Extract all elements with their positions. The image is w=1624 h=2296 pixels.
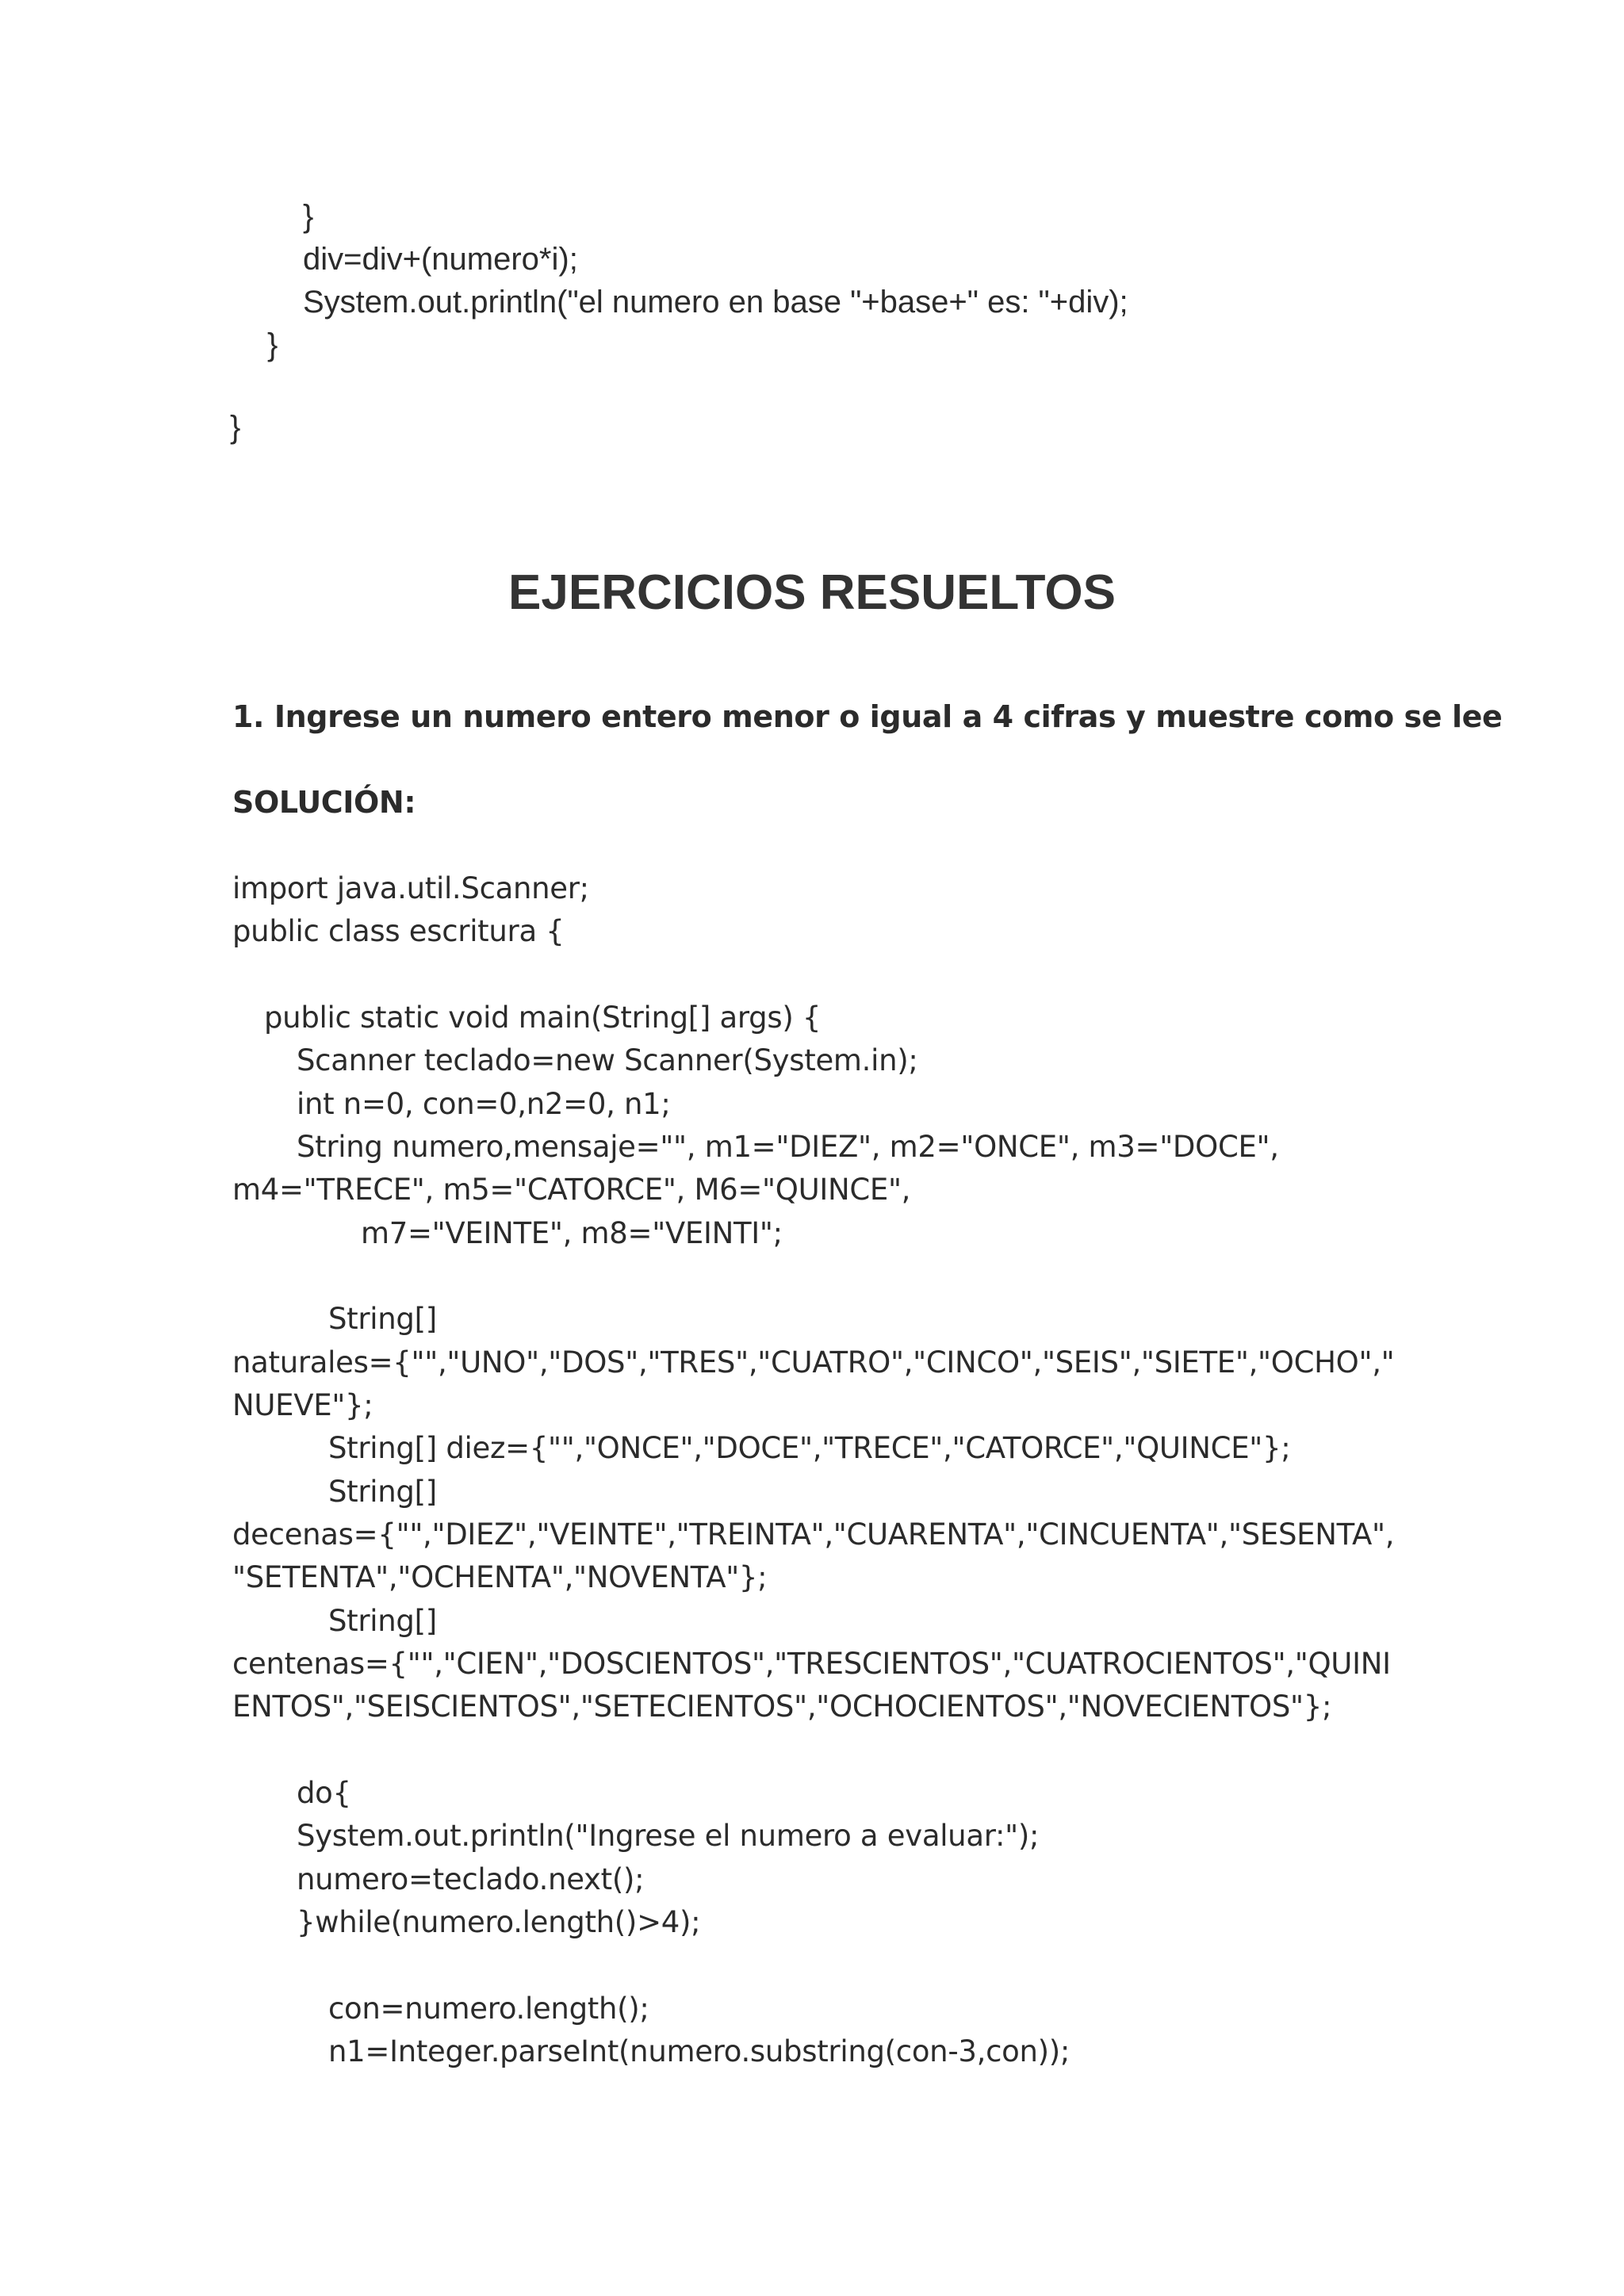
code-line: Scanner teclado=new Scanner(System.in);: [297, 1043, 918, 1077]
code-line: naturales={"","UNO","DOS","TRES","CUATRO","CINCO","SEIS","SIETE","OCHO",": [232, 1345, 1395, 1380]
code-line: int n=0, con=0,n2=0, n1;: [297, 1087, 671, 1121]
code-line: decenas={"","DIEZ","VEINTE","TREINTA","CUARENTA","CINCUENTA","SESENTA",: [232, 1517, 1395, 1552]
exercise-heading: 1. Ingrese un numero entero menor o igual a 4 cifras y muestre como se lee: [232, 699, 1503, 734]
code-line: }: [267, 327, 278, 362]
code-line: import java.util.Scanner;: [232, 871, 589, 905]
code-line: NUEVE"};: [232, 1388, 373, 1422]
code-line: n1=Integer.parseInt(numero.substring(con-3,con));: [328, 2034, 1071, 2068]
code-line: System.out.println("el numero en base "+base+" es: "+div);: [303, 285, 1128, 320]
page-title: EJERCICIOS RESUELTOS: [508, 565, 1116, 620]
code-line: String numero,mensaje="", m1="DIEZ", m2="ONCE", m3="DOCE",: [297, 1130, 1279, 1164]
code-line: public static void main(String[] args) {: [264, 1001, 822, 1035]
code-line: String[]: [328, 1475, 437, 1509]
code-line: ENTOS","SEISCIENTOS","SETECIENTOS","OCHOCIENTOS","NOVECIENTOS"};: [232, 1689, 1332, 1724]
code-line: public class escritura {: [232, 914, 565, 948]
code-line: "SETENTA","OCHENTA","NOVENTA"};: [232, 1560, 768, 1594]
code-line: String[]: [328, 1302, 437, 1336]
code-line: m4="TRECE", m5="CATORCE", M6="QUINCE",: [232, 1173, 911, 1207]
code-line: System.out.println("Ingrese el numero a evaluar:");: [297, 1819, 1040, 1853]
code-line: m7="VEINTE", m8="VEINTI";: [361, 1216, 783, 1250]
code-line: }: [230, 410, 241, 445]
code-line: con=numero.length();: [328, 1992, 649, 2026]
code-line: div=div+(numero*i);: [303, 242, 578, 277]
solution-label: SOLUCIÓN:: [232, 785, 416, 820]
code-line: }: [303, 199, 314, 234]
code-line: String[] diez={"","ONCE","DOCE","TRECE","CATORCE","QUINCE"};: [328, 1431, 1291, 1465]
code-line: }while(numero.length()>4);: [297, 1905, 701, 1939]
code-line: centenas={"","CIEN","DOSCIENTOS","TRESCIENTOS","CUATROCIENTOS","QUINI: [232, 1647, 1391, 1681]
code-line: numero=teclado.next();: [297, 1862, 645, 1896]
code-line: do{: [297, 1776, 351, 1810]
code-line: String[]: [328, 1604, 437, 1638]
